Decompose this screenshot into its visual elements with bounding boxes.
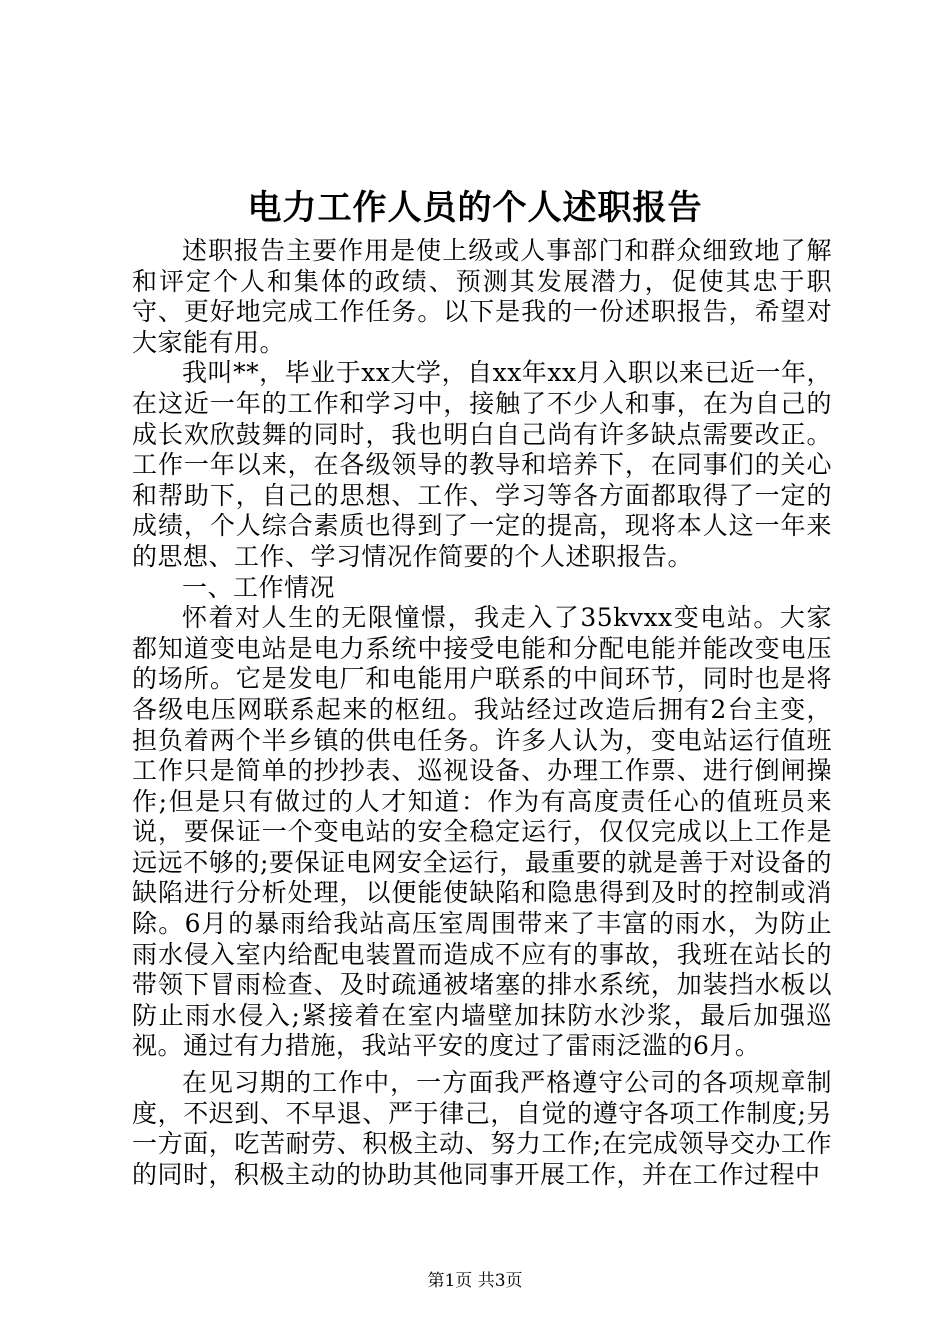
section-heading-work: 一、工作情况 xyxy=(182,572,336,602)
paragraph-intro: 述职报告主要作用是使上级或人事部门和群众细致地了解和评定个人和集体的政绩、预测其发展潜力，促使其忠于职守、更好地完成工作任务。以下是我的一份述职报告，希望对大家能有用。 xyxy=(132,236,832,357)
page-number-footer: 第1页 共3页 xyxy=(427,1271,523,1291)
paragraph-internship: 在见习期的工作中，一方面我严格遵守公司的各项规章制度，不迟到、不早退、严于律己，自觉的遵守各项工作制度;另一方面，吃苦耐劳、积极主动、努力工作;在完成领导交办工作的同时，积极主动的协助其他同事开展工作，并在工作过程中 xyxy=(132,1068,832,1189)
document-body xyxy=(132,236,832,1190)
paragraph-work-details: 怀着对人生的无限憧憬，我走入了35kvxx变电站。大家都知道变电站是电力系统中接受电能和分配电能并能改变电压的场所。它是发电厂和电能用户联系的中间环节，同时也是将各级电压网联系起来的枢纽。我站经过改造后拥有2台主变，担负着两个半乡镇的供电任务。许多人认为，变电站运行值班工作只是简单的抄抄表、巡视设备、办理工作票、进行倒闸操作;但是只有做过的人才知道：作为有高度责任心的值班员来说，要保证一个变电站的安全稳定运行，仅仅完成以上工作是远远不够的;要保证电网安全运行，最重要的就是善于对设备的缺陷进行分析处理，以便能使缺陷和隐患得到及时的控制或消除。6月的暴雨给我站高压室周围带来了丰富的雨水，为防止雨水侵入室内给配电装置而造成不应有的事故，我班在站长的带领下冒雨检查、及时疏通被堵塞的排水系统，加装挡水板以防止雨水侵入;紧接着在室内墙壁加抹防水沙浆，最后加强巡视。通过有力措施，我站平安的度过了雷雨泛滥的6月。 xyxy=(132,603,832,1061)
paragraph-self-introduction: 我叫**，毕业于xx大学，自xx年xx月入职以来已近一年，在这近一年的工作和学习中，接触了不少人和事，在为自己的成长欢欣鼓舞的同时，我也明白自己尚有许多缺点需要改正。工作一年以来，在各级领导的教导和培养下，在同事们的关心和帮助下，自己的思想、工作、学习等各方面都取得了一定的成绩，个人综合素质也得到了一定的提高，现将本人这一年来的思想、工作、学习情况作简要的个人述职报告。 xyxy=(132,358,832,571)
document-title: 电力工作人员的个人述职报告 xyxy=(247,188,703,228)
